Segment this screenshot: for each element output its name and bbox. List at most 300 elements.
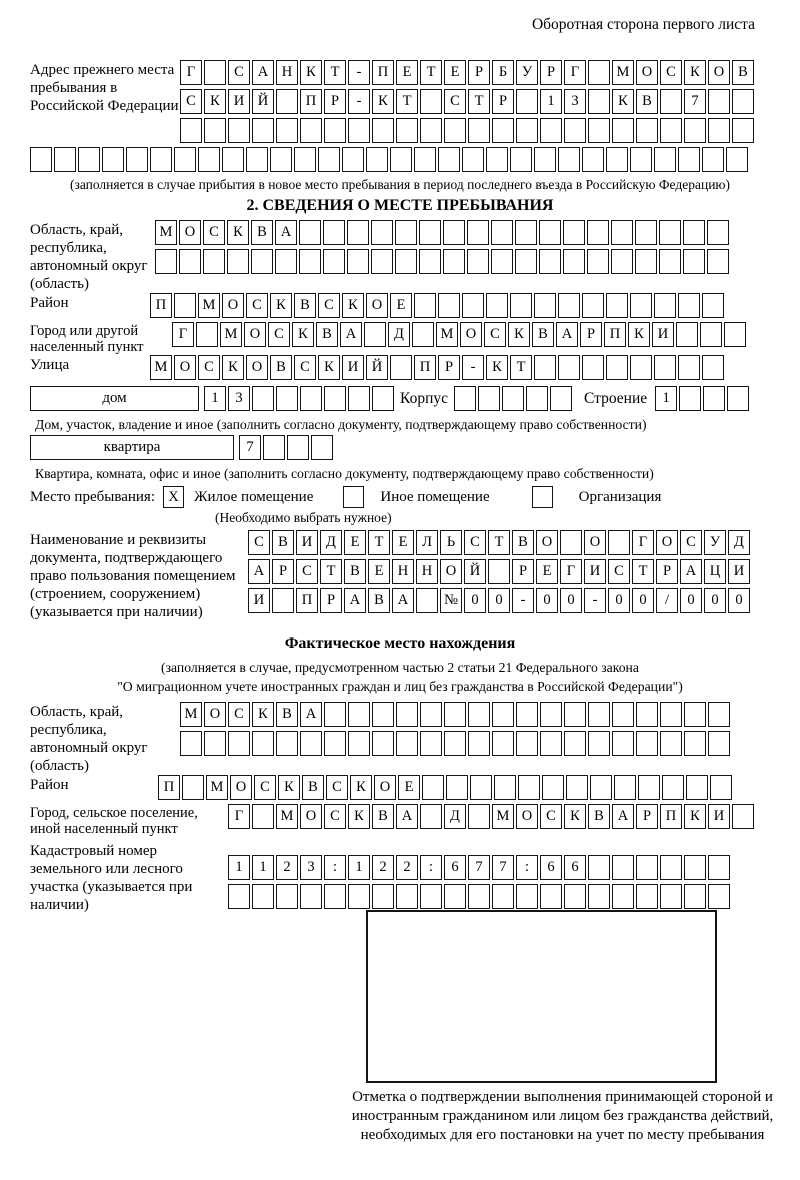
char-cell[interactable]: 1: [228, 855, 250, 880]
char-cell[interactable]: [588, 118, 610, 143]
char-cell[interactable]: [396, 118, 418, 143]
char-cell[interactable]: В: [272, 530, 294, 555]
char-cell[interactable]: [444, 731, 466, 756]
char-cell[interactable]: [198, 147, 220, 172]
char-cell[interactable]: [660, 855, 682, 880]
char-cell[interactable]: [486, 147, 508, 172]
char-cell[interactable]: А: [556, 322, 578, 347]
char-cell[interactable]: [347, 220, 369, 245]
char-cell[interactable]: [180, 118, 202, 143]
char-cell[interactable]: [252, 884, 274, 909]
char-cell[interactable]: С: [464, 530, 486, 555]
char-cell[interactable]: В: [276, 702, 298, 727]
char-cell[interactable]: [550, 386, 572, 411]
char-cell[interactable]: [684, 118, 706, 143]
char-cell[interactable]: О: [204, 702, 226, 727]
char-cell[interactable]: [732, 118, 754, 143]
char-cell[interactable]: Т: [632, 559, 654, 584]
char-cell[interactable]: Р: [512, 559, 534, 584]
char-cell[interactable]: В: [372, 804, 394, 829]
char-cell[interactable]: [324, 702, 346, 727]
char-cell[interactable]: О: [230, 775, 252, 800]
char-cell[interactable]: [702, 147, 724, 172]
char-cell[interactable]: Т: [510, 355, 532, 380]
char-cell[interactable]: [588, 884, 610, 909]
char-cell[interactable]: [518, 775, 540, 800]
char-cell[interactable]: [102, 147, 124, 172]
char-cell[interactable]: [371, 249, 393, 274]
char-cell[interactable]: П: [660, 804, 682, 829]
char-cell[interactable]: К: [350, 775, 372, 800]
char-cell[interactable]: [582, 293, 604, 318]
char-cell[interactable]: Р: [656, 559, 678, 584]
char-cell[interactable]: -: [348, 89, 370, 114]
char-cell[interactable]: [372, 884, 394, 909]
char-cell[interactable]: 7: [492, 855, 514, 880]
char-cell[interactable]: П: [296, 588, 318, 613]
char-cell[interactable]: Т: [324, 60, 346, 85]
char-cell[interactable]: [300, 386, 322, 411]
char-cell[interactable]: 2: [396, 855, 418, 880]
char-cell[interactable]: [612, 731, 634, 756]
char-cell[interactable]: [636, 855, 658, 880]
char-cell[interactable]: А: [344, 588, 366, 613]
char-cell[interactable]: В: [344, 559, 366, 584]
char-cell[interactable]: [395, 220, 417, 245]
char-cell[interactable]: К: [508, 322, 530, 347]
char-cell[interactable]: [516, 884, 538, 909]
char-cell[interactable]: Ь: [440, 530, 462, 555]
char-cell[interactable]: [708, 731, 730, 756]
char-cell[interactable]: А: [248, 559, 270, 584]
char-cell[interactable]: 1: [655, 386, 677, 411]
char-cell[interactable]: [446, 775, 468, 800]
char-cell[interactable]: [300, 884, 322, 909]
char-cell[interactable]: К: [564, 804, 586, 829]
char-cell[interactable]: [614, 775, 636, 800]
char-cell[interactable]: [515, 249, 537, 274]
char-cell[interactable]: [468, 731, 490, 756]
char-cell[interactable]: [492, 731, 514, 756]
char-cell[interactable]: [420, 731, 442, 756]
char-cell[interactable]: [390, 355, 412, 380]
char-cell[interactable]: 7: [239, 435, 261, 460]
char-cell[interactable]: [491, 249, 513, 274]
char-cell[interactable]: 1: [348, 855, 370, 880]
char-cell[interactable]: [275, 249, 297, 274]
char-cell[interactable]: С: [246, 293, 268, 318]
char-cell[interactable]: [708, 855, 730, 880]
char-cell[interactable]: 6: [444, 855, 466, 880]
char-cell[interactable]: [468, 702, 490, 727]
char-cell[interactable]: [564, 731, 586, 756]
char-cell[interactable]: [588, 731, 610, 756]
char-cell[interactable]: 1: [252, 855, 274, 880]
char-cell[interactable]: Р: [324, 89, 346, 114]
char-cell[interactable]: О: [244, 322, 266, 347]
char-cell[interactable]: М: [155, 220, 177, 245]
char-cell[interactable]: В: [302, 775, 324, 800]
char-cell[interactable]: [420, 118, 442, 143]
char-cell[interactable]: [539, 220, 561, 245]
char-cell[interactable]: О: [440, 559, 462, 584]
char-cell[interactable]: [486, 293, 508, 318]
char-cell[interactable]: [444, 702, 466, 727]
char-cell[interactable]: К: [486, 355, 508, 380]
char-cell[interactable]: [420, 702, 442, 727]
char-cell[interactable]: [708, 702, 730, 727]
char-cell[interactable]: [228, 731, 250, 756]
char-cell[interactable]: [276, 118, 298, 143]
char-cell[interactable]: [700, 322, 722, 347]
char-cell[interactable]: П: [414, 355, 436, 380]
char-cell[interactable]: [299, 220, 321, 245]
char-cell[interactable]: [348, 884, 370, 909]
char-cell[interactable]: О: [374, 775, 396, 800]
char-cell[interactable]: [414, 147, 436, 172]
char-cell[interactable]: [662, 775, 684, 800]
char-cell[interactable]: А: [612, 804, 634, 829]
char-cell[interactable]: [228, 884, 250, 909]
char-cell[interactable]: Т: [320, 559, 342, 584]
char-cell[interactable]: П: [372, 60, 394, 85]
char-cell[interactable]: [492, 118, 514, 143]
char-cell[interactable]: 0: [608, 588, 630, 613]
char-cell[interactable]: [540, 731, 562, 756]
char-cell[interactable]: [726, 147, 748, 172]
char-cell[interactable]: [540, 118, 562, 143]
char-cell[interactable]: К: [292, 322, 314, 347]
char-cell[interactable]: О: [656, 530, 678, 555]
char-cell[interactable]: [660, 731, 682, 756]
char-cell[interactable]: В: [532, 322, 554, 347]
char-cell[interactable]: [636, 702, 658, 727]
char-cell[interactable]: С: [248, 530, 270, 555]
char-cell[interactable]: 0: [464, 588, 486, 613]
char-cell[interactable]: 3: [228, 386, 250, 411]
char-cell[interactable]: [587, 249, 609, 274]
char-cell[interactable]: [416, 588, 438, 613]
char-cell[interactable]: О: [636, 60, 658, 85]
char-cell[interactable]: С: [540, 804, 562, 829]
char-cell[interactable]: И: [228, 89, 250, 114]
char-cell[interactable]: Й: [366, 355, 388, 380]
char-cell[interactable]: 1: [540, 89, 562, 114]
char-cell[interactable]: О: [460, 322, 482, 347]
char-cell[interactable]: [300, 731, 322, 756]
char-cell[interactable]: В: [368, 588, 390, 613]
char-cell[interactable]: [204, 731, 226, 756]
char-cell[interactable]: [251, 249, 273, 274]
char-cell[interactable]: [724, 322, 746, 347]
char-cell[interactable]: [542, 775, 564, 800]
char-cell[interactable]: Д: [728, 530, 750, 555]
char-cell[interactable]: [588, 855, 610, 880]
char-cell[interactable]: [412, 322, 434, 347]
char-cell[interactable]: [348, 702, 370, 727]
char-cell[interactable]: К: [278, 775, 300, 800]
char-cell[interactable]: И: [248, 588, 270, 613]
char-cell[interactable]: [419, 249, 441, 274]
char-cell[interactable]: К: [227, 220, 249, 245]
char-cell[interactable]: К: [318, 355, 340, 380]
char-cell[interactable]: Ц: [704, 559, 726, 584]
char-cell[interactable]: Е: [536, 559, 558, 584]
char-cell[interactable]: [516, 89, 538, 114]
char-cell[interactable]: [372, 386, 394, 411]
char-cell[interactable]: [708, 89, 730, 114]
char-cell[interactable]: П: [300, 89, 322, 114]
char-cell[interactable]: [558, 293, 580, 318]
char-cell[interactable]: [516, 731, 538, 756]
char-cell[interactable]: [444, 118, 466, 143]
char-cell[interactable]: Р: [468, 60, 490, 85]
char-cell[interactable]: 7: [468, 855, 490, 880]
char-cell[interactable]: 0: [560, 588, 582, 613]
char-cell[interactable]: Д: [388, 322, 410, 347]
char-cell[interactable]: [180, 731, 202, 756]
char-cell[interactable]: [299, 249, 321, 274]
char-cell[interactable]: [222, 147, 244, 172]
char-cell[interactable]: [318, 147, 340, 172]
char-cell[interactable]: 3: [300, 855, 322, 880]
char-cell[interactable]: С: [326, 775, 348, 800]
char-cell[interactable]: К: [270, 293, 292, 318]
char-cell[interactable]: [534, 293, 556, 318]
char-cell[interactable]: [372, 702, 394, 727]
organization-checkbox[interactable]: [532, 486, 553, 508]
char-cell[interactable]: [582, 355, 604, 380]
char-cell[interactable]: 0: [704, 588, 726, 613]
char-cell[interactable]: Р: [272, 559, 294, 584]
char-cell[interactable]: С: [254, 775, 276, 800]
char-cell[interactable]: В: [732, 60, 754, 85]
char-cell[interactable]: К: [372, 89, 394, 114]
char-cell[interactable]: Р: [438, 355, 460, 380]
char-cell[interactable]: [606, 355, 628, 380]
char-cell[interactable]: [252, 118, 274, 143]
char-cell[interactable]: К: [252, 702, 274, 727]
char-cell[interactable]: С: [444, 89, 466, 114]
char-cell[interactable]: Т: [368, 530, 390, 555]
char-cell[interactable]: [611, 220, 633, 245]
char-cell[interactable]: [155, 249, 177, 274]
char-cell[interactable]: [174, 293, 196, 318]
char-cell[interactable]: [372, 118, 394, 143]
char-cell[interactable]: 0: [728, 588, 750, 613]
char-cell[interactable]: Р: [320, 588, 342, 613]
char-cell[interactable]: Р: [492, 89, 514, 114]
char-cell[interactable]: [659, 220, 681, 245]
char-cell[interactable]: К: [348, 804, 370, 829]
char-cell[interactable]: [396, 884, 418, 909]
char-cell[interactable]: 3: [564, 89, 586, 114]
char-cell[interactable]: А: [396, 804, 418, 829]
char-cell[interactable]: [702, 293, 724, 318]
char-cell[interactable]: В: [294, 293, 316, 318]
char-cell[interactable]: О: [222, 293, 244, 318]
char-cell[interactable]: Е: [444, 60, 466, 85]
char-cell[interactable]: С: [484, 322, 506, 347]
char-cell[interactable]: [540, 702, 562, 727]
char-cell[interactable]: [204, 60, 226, 85]
char-cell[interactable]: [364, 322, 386, 347]
char-cell[interactable]: О: [536, 530, 558, 555]
char-cell[interactable]: [252, 804, 274, 829]
char-cell[interactable]: Й: [252, 89, 274, 114]
char-cell[interactable]: 0: [488, 588, 510, 613]
char-cell[interactable]: В: [251, 220, 273, 245]
char-cell[interactable]: 7: [684, 89, 706, 114]
char-cell[interactable]: [611, 249, 633, 274]
char-cell[interactable]: [612, 702, 634, 727]
char-cell[interactable]: [196, 322, 218, 347]
char-cell[interactable]: [516, 702, 538, 727]
char-cell[interactable]: [683, 220, 705, 245]
char-cell[interactable]: [203, 249, 225, 274]
char-cell[interactable]: Р: [636, 804, 658, 829]
char-cell[interactable]: [444, 884, 466, 909]
char-cell[interactable]: [502, 386, 524, 411]
char-cell[interactable]: В: [270, 355, 292, 380]
char-cell[interactable]: [732, 804, 754, 829]
char-cell[interactable]: К: [684, 60, 706, 85]
char-cell[interactable]: [636, 118, 658, 143]
char-cell[interactable]: [564, 702, 586, 727]
char-cell[interactable]: [347, 249, 369, 274]
char-cell[interactable]: -: [512, 588, 534, 613]
char-cell[interactable]: [707, 220, 729, 245]
char-cell[interactable]: И: [652, 322, 674, 347]
char-cell[interactable]: Г: [560, 559, 582, 584]
char-cell[interactable]: [660, 702, 682, 727]
char-cell[interactable]: С: [198, 355, 220, 380]
char-cell[interactable]: О: [246, 355, 268, 380]
char-cell[interactable]: [182, 775, 204, 800]
char-cell[interactable]: В: [636, 89, 658, 114]
char-cell[interactable]: [660, 884, 682, 909]
char-cell[interactable]: [630, 355, 652, 380]
char-cell[interactable]: Б: [492, 60, 514, 85]
char-cell[interactable]: О: [516, 804, 538, 829]
char-cell[interactable]: 2: [372, 855, 394, 880]
char-cell[interactable]: [348, 118, 370, 143]
char-cell[interactable]: [654, 147, 676, 172]
char-cell[interactable]: 2: [276, 855, 298, 880]
char-cell[interactable]: М: [492, 804, 514, 829]
char-cell[interactable]: [396, 702, 418, 727]
char-cell[interactable]: [390, 147, 412, 172]
char-cell[interactable]: [635, 220, 657, 245]
char-cell[interactable]: /: [656, 588, 678, 613]
char-cell[interactable]: [515, 220, 537, 245]
char-cell[interactable]: [563, 220, 585, 245]
char-cell[interactable]: А: [300, 702, 322, 727]
char-cell[interactable]: 0: [680, 588, 702, 613]
char-cell[interactable]: Е: [398, 775, 420, 800]
char-cell[interactable]: [516, 118, 538, 143]
char-cell[interactable]: К: [628, 322, 650, 347]
char-cell[interactable]: [678, 293, 700, 318]
char-cell[interactable]: [683, 249, 705, 274]
char-cell[interactable]: У: [704, 530, 726, 555]
char-cell[interactable]: [582, 147, 604, 172]
char-cell[interactable]: Г: [564, 60, 586, 85]
char-cell[interactable]: Е: [396, 60, 418, 85]
char-cell[interactable]: [204, 118, 226, 143]
char-cell[interactable]: [558, 355, 580, 380]
char-cell[interactable]: [438, 147, 460, 172]
char-cell[interactable]: [467, 249, 489, 274]
char-cell[interactable]: [150, 147, 172, 172]
char-cell[interactable]: О: [300, 804, 322, 829]
char-cell[interactable]: С: [318, 293, 340, 318]
char-cell[interactable]: [419, 220, 441, 245]
char-cell[interactable]: К: [612, 89, 634, 114]
char-cell[interactable]: 0: [632, 588, 654, 613]
char-cell[interactable]: И: [708, 804, 730, 829]
char-cell[interactable]: [727, 386, 749, 411]
char-cell[interactable]: О: [179, 220, 201, 245]
char-cell[interactable]: [366, 147, 388, 172]
char-cell[interactable]: Г: [180, 60, 202, 85]
char-cell[interactable]: М: [206, 775, 228, 800]
char-cell[interactable]: М: [612, 60, 634, 85]
char-cell[interactable]: [462, 147, 484, 172]
char-cell[interactable]: [276, 89, 298, 114]
char-cell[interactable]: [396, 731, 418, 756]
char-cell[interactable]: М: [220, 322, 242, 347]
char-cell[interactable]: [492, 884, 514, 909]
char-cell[interactable]: И: [584, 559, 606, 584]
char-cell[interactable]: В: [588, 804, 610, 829]
char-cell[interactable]: А: [680, 559, 702, 584]
char-cell[interactable]: [510, 293, 532, 318]
char-cell[interactable]: [707, 249, 729, 274]
char-cell[interactable]: А: [340, 322, 362, 347]
char-cell[interactable]: [348, 731, 370, 756]
char-cell[interactable]: [126, 147, 148, 172]
char-cell[interactable]: [438, 293, 460, 318]
residential-checkbox[interactable]: X: [163, 486, 184, 508]
char-cell[interactable]: И: [296, 530, 318, 555]
char-cell[interactable]: С: [268, 322, 290, 347]
char-cell[interactable]: [660, 118, 682, 143]
char-cell[interactable]: [54, 147, 76, 172]
char-cell[interactable]: Г: [172, 322, 194, 347]
char-cell[interactable]: [590, 775, 612, 800]
char-cell[interactable]: [608, 530, 630, 555]
char-cell[interactable]: [558, 147, 580, 172]
char-cell[interactable]: :: [420, 855, 442, 880]
char-cell[interactable]: [540, 884, 562, 909]
stamp-box[interactable]: [366, 910, 717, 1083]
char-cell[interactable]: М: [198, 293, 220, 318]
char-cell[interactable]: Р: [580, 322, 602, 347]
char-cell[interactable]: Л: [416, 530, 438, 555]
char-cell[interactable]: [630, 147, 652, 172]
char-cell[interactable]: М: [436, 322, 458, 347]
char-cell[interactable]: Г: [632, 530, 654, 555]
char-cell[interactable]: М: [150, 355, 172, 380]
char-cell[interactable]: С: [180, 89, 202, 114]
char-cell[interactable]: М: [276, 804, 298, 829]
char-cell[interactable]: [659, 249, 681, 274]
char-cell[interactable]: Д: [320, 530, 342, 555]
char-cell[interactable]: [443, 220, 465, 245]
char-cell[interactable]: [702, 355, 724, 380]
char-cell[interactable]: [420, 89, 442, 114]
